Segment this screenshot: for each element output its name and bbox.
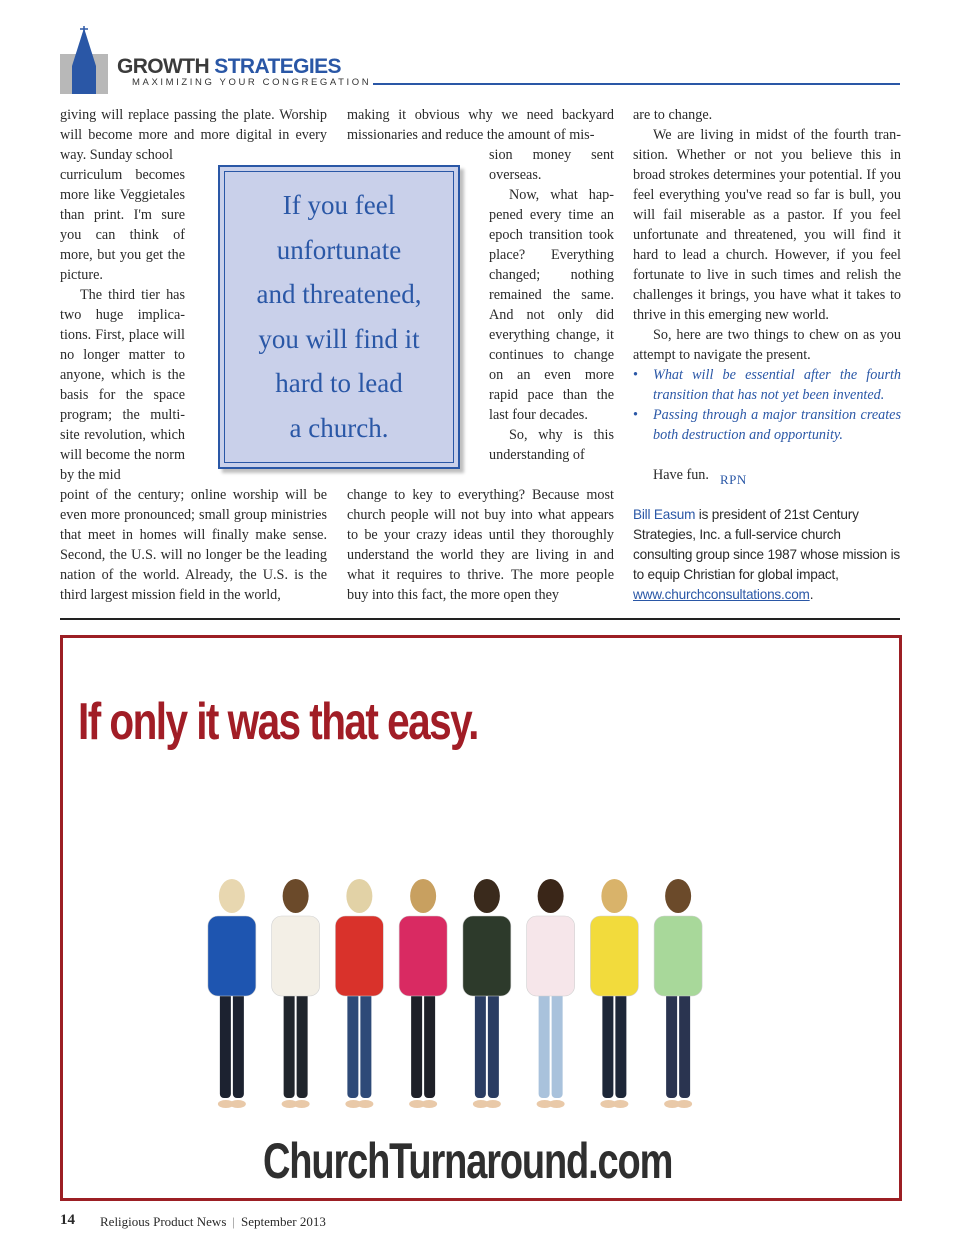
person-foot [485,1100,501,1108]
person-leg [615,988,626,1098]
section-subtitle: MAXIMIZING YOUR CONGREGATION [132,77,372,88]
person-shirt [399,916,447,996]
publication-line: Religious Product News | September 2013 [100,1214,326,1229]
list-item: • Passing through a major transition creates both destruction and opportunity. [633,407,901,443]
person-foot [230,1100,246,1108]
person-head [346,879,372,913]
person-foot [294,1100,310,1108]
person-shirt [272,916,320,996]
person-leg [602,988,613,1098]
person-shirt [208,916,256,996]
person-head [474,879,500,913]
pull-quote-text: If you feel unfortunate and threatened, you will find it hard to lead a church. [256,190,422,443]
list-item: • What will be essential after the fourth transition that has not yet been invented. [633,367,901,403]
paragraph: So, why is this understanding of [489,427,614,463]
col3-text [633,105,901,445]
person-leg [679,988,690,1098]
person-head [665,879,691,913]
person-leg [297,988,308,1098]
author-bio: Bill Easum is president of 21st Century Strategies, Inc. a full-service church consulting group since 1987 whose mission is to equip Christian for global impact, www.churchconsultations.com. [633,507,901,602]
person-head [538,879,564,913]
paragraph: We are living in midst of the fourth transition. Whether or not you believe this in broad strokes determines your potential. If you feel everything you've read so far is bull, you will fail miserable as a pastor. If you feel unfortunate and threatened, you will find it hard to lead a church. However, if you feel fortunate to live in such times and relish the challenges it brings, you have what it takes to thrive in this emerging new world. [633,127,901,323]
pull-quote [218,165,460,469]
author-name: Bill Easum [633,507,696,522]
person-leg [360,988,371,1098]
person-leg [539,988,550,1098]
person-head [601,879,627,913]
person-shirt [590,916,638,996]
closing-line: Have fun. [653,467,709,483]
person-leg [284,988,295,1098]
person-foot [676,1100,692,1108]
section-title: GROWTH STRATEGIES [117,55,341,78]
paragraph: are to change. [633,107,713,123]
person-foot [357,1100,373,1108]
header-rule [373,83,900,85]
bullet-icon: • [633,407,638,423]
col2-top-text: making it obvious why we need backyard missionaries and reduce the amount of mis- [347,107,614,143]
person-leg [424,988,435,1098]
person-leg [220,988,231,1098]
person-head [410,879,436,913]
person-leg [347,988,358,1098]
col1-bottom-text: point of the century; online worship will be even more pronounced; small group ministries that meet in homes will finally make sense. Second, the U.S. will no longer be the leading nation of the world. Already, the U.S. is the third largest mission field in the world, [60,487,327,603]
person-leg [411,988,422,1098]
page-number: 14 [60,1212,75,1228]
person-head [219,879,245,913]
people-photo-illustration [200,870,710,1120]
ad-headline: If only it was that easy. [78,693,478,751]
person-shirt [654,916,702,996]
paragraph: So, here are two things to chew on as you attempt to navigate the present. [633,327,901,363]
section-divider [60,618,900,620]
paragraph: The third tier has two huge implications. First, place will no longer matter to anyone, which is the basis for the space program; the multisite revolution, which will become the norm by the mid [60,287,185,483]
bullet-list [633,365,901,445]
person-leg [552,988,563,1098]
paragraph: Now, what happened every time an epoch transition took place? Everything changed; nothing remained the same. And not only did everything change, it continues to change on an even more rapid pace than the last four decades. [489,187,614,423]
person-leg [475,988,486,1098]
ad-url[interactable]: ChurchTurnaround.com [263,1133,673,1189]
person-leg [488,988,499,1098]
person-shirt [527,916,575,996]
col2-narrow-text [489,145,614,465]
person-foot [612,1100,628,1108]
person-head [283,879,309,913]
person-foot [421,1100,437,1108]
col1-narrow-text [60,165,185,485]
website-link[interactable]: www.churchconsultations.com [633,587,810,602]
paragraph: sion money sent overseas. [489,147,614,183]
paragraph: curriculum becomes more like Veggietales than print. I'm sure you can think of more, but you get the picture. [60,167,185,283]
person-leg [233,988,244,1098]
church-steeple-logo [60,26,108,94]
person-shirt [335,916,383,996]
rpn-signoff: RPN [720,472,747,487]
bullet-icon: • [633,367,638,383]
person-shirt [463,916,511,996]
col1-top-text: giving will replace passing the plate. Worship will become more and more digital in every way. Sunday school [60,107,327,163]
person-foot [549,1100,565,1108]
col2-bottom-text: change to key to everything? Because most church people will not buy into what appears to be your crazy ideas until they thoroughly understand the world they are living in and what it requires to thrive. The more people buy into this fact, the more open they [347,487,614,603]
person-leg [666,988,677,1098]
